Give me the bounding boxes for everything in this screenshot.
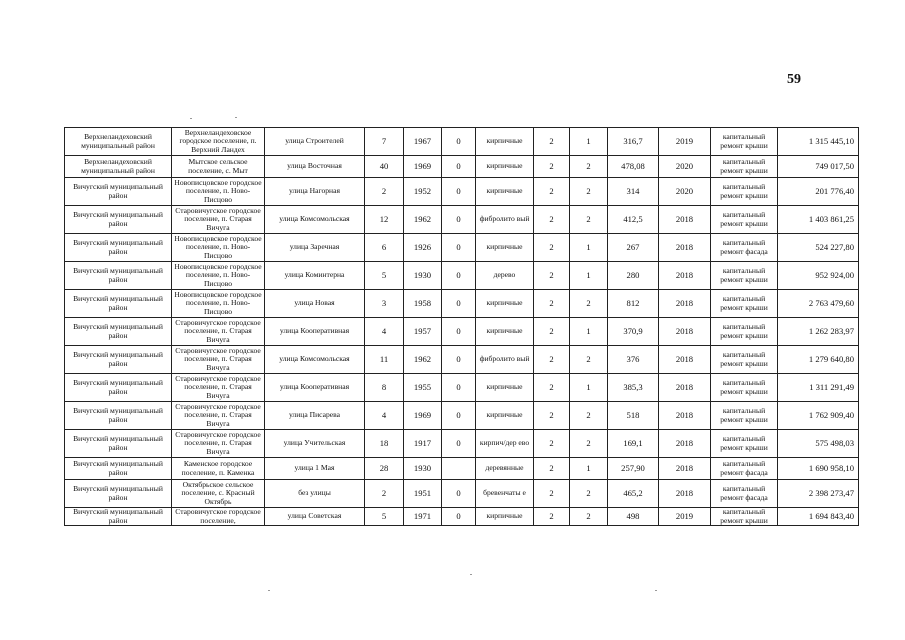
cell-settlement: Октябрьское сельское поселение, с. Красный Октябрь bbox=[172, 480, 265, 508]
cell-work: капитальный ремонт крыши bbox=[711, 402, 778, 430]
cell-area: 385,3 bbox=[608, 374, 659, 402]
cell-col6: 0 bbox=[442, 234, 476, 262]
cell-area: 370,9 bbox=[608, 318, 659, 346]
cell-area: 314 bbox=[608, 178, 659, 206]
cell-district: Вичугский муниципальный район bbox=[65, 508, 172, 526]
cell-district: Вичугский муниципальный район bbox=[65, 234, 172, 262]
cell-year: 1969 bbox=[404, 156, 442, 178]
cell-year: 1969 bbox=[404, 402, 442, 430]
cell-floors: 2 bbox=[534, 346, 570, 374]
cell-entrances: 2 bbox=[570, 156, 608, 178]
cell-year: 1957 bbox=[404, 318, 442, 346]
cell-house: 40 bbox=[365, 156, 404, 178]
cell-house: 4 bbox=[365, 402, 404, 430]
cell-work: капитальный ремонт фасада bbox=[711, 458, 778, 480]
cell-work: капитальный ремонт крыши bbox=[711, 206, 778, 234]
cell-year: 1971 bbox=[404, 508, 442, 526]
cell-area: 169,1 bbox=[608, 430, 659, 458]
cell-district: Верхнеландеховский муниципальный район bbox=[65, 156, 172, 178]
cell-house: 2 bbox=[365, 178, 404, 206]
cell-col6: 0 bbox=[442, 508, 476, 526]
cell-work: капитальный ремонт крыши bbox=[711, 128, 778, 156]
cell-material: фибролито вый bbox=[476, 206, 534, 234]
cell-plan-year: 2018 bbox=[659, 234, 711, 262]
cell-cost: 749 017,50 bbox=[778, 156, 859, 178]
cell-year: 1958 bbox=[404, 290, 442, 318]
cell-area: 280 bbox=[608, 262, 659, 290]
cell-entrances: 1 bbox=[570, 318, 608, 346]
cell-work: капитальный ремонт фасада bbox=[711, 234, 778, 262]
cell-floors: 2 bbox=[534, 508, 570, 526]
table-row bbox=[65, 318, 859, 346]
cell-area: 412,5 bbox=[608, 206, 659, 234]
cell-area: 465,2 bbox=[608, 480, 659, 508]
cell-house: 8 bbox=[365, 374, 404, 402]
cell-house: 2 bbox=[365, 480, 404, 508]
cell-street: улица Новая bbox=[265, 290, 365, 318]
cell-work: капитальный ремонт крыши bbox=[711, 430, 778, 458]
cell-entrances: 2 bbox=[570, 430, 608, 458]
cell-plan-year: 2018 bbox=[659, 458, 711, 480]
cell-street: улица Восточная bbox=[265, 156, 365, 178]
cell-col6: 0 bbox=[442, 402, 476, 430]
cell-house: 4 bbox=[365, 318, 404, 346]
cell-year: 1930 bbox=[404, 458, 442, 480]
cell-cost: 1 403 861,25 bbox=[778, 206, 859, 234]
cell-year: 1951 bbox=[404, 480, 442, 508]
table-row bbox=[65, 508, 859, 526]
cell-settlement: Старовичугское городское поселение, п. Старая Вичуга bbox=[172, 430, 265, 458]
cell-cost: 952 924,00 bbox=[778, 262, 859, 290]
cell-year: 1930 bbox=[404, 262, 442, 290]
cell-plan-year: 2018 bbox=[659, 480, 711, 508]
cell-plan-year: 2018 bbox=[659, 402, 711, 430]
cell-settlement: Старовичугское городское поселение, bbox=[172, 508, 265, 526]
cell-district: Вичугский муниципальный район bbox=[65, 402, 172, 430]
cell-house: 11 bbox=[365, 346, 404, 374]
table-row bbox=[65, 178, 859, 206]
cell-material: фибролито вый bbox=[476, 346, 534, 374]
cell-house: 18 bbox=[365, 430, 404, 458]
cell-material: кирпичные bbox=[476, 402, 534, 430]
cell-floors: 2 bbox=[534, 402, 570, 430]
cell-col6: 0 bbox=[442, 156, 476, 178]
cell-settlement: Новописцовское городское поселение, п. Ново-Писцово bbox=[172, 178, 265, 206]
cell-col6: 0 bbox=[442, 430, 476, 458]
cell-work: капитальный ремонт крыши bbox=[711, 262, 778, 290]
cell-floors: 2 bbox=[534, 156, 570, 178]
cell-district: Верхнеландеховский муниципальный район bbox=[65, 128, 172, 156]
cell-col6: 0 bbox=[442, 290, 476, 318]
cell-house: 5 bbox=[365, 508, 404, 526]
cell-material: кирпичные bbox=[476, 128, 534, 156]
cell-settlement: Старовичугское городское поселение, п. Старая Вичуга bbox=[172, 318, 265, 346]
cell-area: 316,7 bbox=[608, 128, 659, 156]
cell-street: улица Строителей bbox=[265, 128, 365, 156]
cell-house: 7 bbox=[365, 128, 404, 156]
cell-plan-year: 2018 bbox=[659, 290, 711, 318]
cell-material: бревенчаты е bbox=[476, 480, 534, 508]
cell-street: улица Кооперативная bbox=[265, 318, 365, 346]
cell-floors: 2 bbox=[534, 430, 570, 458]
cell-floors: 2 bbox=[534, 234, 570, 262]
cell-floors: 2 bbox=[534, 262, 570, 290]
cell-entrances: 2 bbox=[570, 402, 608, 430]
cell-material: кирпичные bbox=[476, 178, 534, 206]
cell-cost: 524 227,80 bbox=[778, 234, 859, 262]
cell-plan-year: 2020 bbox=[659, 178, 711, 206]
cell-entrances: 2 bbox=[570, 346, 608, 374]
cell-work: капитальный ремонт крыши bbox=[711, 156, 778, 178]
table-row bbox=[65, 206, 859, 234]
cell-settlement: Каменское городское поселение, п. Каменка bbox=[172, 458, 265, 480]
cell-floors: 2 bbox=[534, 318, 570, 346]
cell-settlement: Старовичугское городское поселение, п. Старая Вичуга bbox=[172, 374, 265, 402]
scan-speck bbox=[190, 118, 192, 119]
table-row bbox=[65, 374, 859, 402]
cell-work: капитальный ремонт крыши bbox=[711, 508, 778, 526]
cell-year: 1967 bbox=[404, 128, 442, 156]
cell-district: Вичугский муниципальный район bbox=[65, 430, 172, 458]
cell-material: дерево bbox=[476, 262, 534, 290]
cell-col6 bbox=[442, 458, 476, 480]
cell-cost: 1 262 283,97 bbox=[778, 318, 859, 346]
cell-area: 267 bbox=[608, 234, 659, 262]
cell-work: капитальный ремонт крыши bbox=[711, 318, 778, 346]
cell-col6: 0 bbox=[442, 128, 476, 156]
cell-district: Вичугский муниципальный район bbox=[65, 318, 172, 346]
cell-entrances: 1 bbox=[570, 374, 608, 402]
table-row bbox=[65, 458, 859, 480]
cell-material: деревянные bbox=[476, 458, 534, 480]
cell-year: 1926 bbox=[404, 234, 442, 262]
cell-street: улица Писарева bbox=[265, 402, 365, 430]
cell-col6: 0 bbox=[442, 262, 476, 290]
cell-col6: 0 bbox=[442, 480, 476, 508]
cell-street: улица Комсомольская bbox=[265, 206, 365, 234]
cell-floors: 2 bbox=[534, 128, 570, 156]
cell-material: кирпичные bbox=[476, 374, 534, 402]
housing-repair-table bbox=[64, 127, 859, 526]
cell-plan-year: 2020 bbox=[659, 156, 711, 178]
cell-cost: 1 311 291,49 bbox=[778, 374, 859, 402]
cell-material: кирпичные bbox=[476, 234, 534, 262]
table-row bbox=[65, 290, 859, 318]
cell-col6: 0 bbox=[442, 318, 476, 346]
cell-year: 1955 bbox=[404, 374, 442, 402]
cell-work: капитальный ремонт фасада bbox=[711, 480, 778, 508]
cell-street: улица Комсомольская bbox=[265, 346, 365, 374]
cell-year: 1917 bbox=[404, 430, 442, 458]
cell-district: Вичугский муниципальный район bbox=[65, 178, 172, 206]
cell-cost: 2 398 273,47 bbox=[778, 480, 859, 508]
cell-house: 3 bbox=[365, 290, 404, 318]
cell-cost: 1 279 640,80 bbox=[778, 346, 859, 374]
page-number: 59 bbox=[787, 72, 801, 87]
cell-area: 812 bbox=[608, 290, 659, 318]
table-row bbox=[65, 262, 859, 290]
cell-floors: 2 bbox=[534, 206, 570, 234]
cell-entrances: 2 bbox=[570, 508, 608, 526]
cell-settlement: Старовичугское городское поселение, п. Старая Вичуга bbox=[172, 206, 265, 234]
cell-plan-year: 2019 bbox=[659, 128, 711, 156]
cell-cost: 1 315 445,10 bbox=[778, 128, 859, 156]
cell-plan-year: 2018 bbox=[659, 318, 711, 346]
cell-floors: 2 bbox=[534, 178, 570, 206]
cell-settlement: Мытское сельское поселение, с. Мыт bbox=[172, 156, 265, 178]
cell-work: капитальный ремонт крыши bbox=[711, 290, 778, 318]
cell-district: Вичугский муниципальный район bbox=[65, 206, 172, 234]
cell-settlement: Новописцовское городское поселение, п. Ново-Писцово bbox=[172, 262, 265, 290]
table-row bbox=[65, 234, 859, 262]
table-row bbox=[65, 402, 859, 430]
cell-cost: 575 498,03 bbox=[778, 430, 859, 458]
table-row bbox=[65, 156, 859, 178]
cell-work: капитальный ремонт крыши bbox=[711, 346, 778, 374]
cell-street: улица Коминтерна bbox=[265, 262, 365, 290]
cell-cost: 201 776,40 bbox=[778, 178, 859, 206]
cell-district: Вичугский муниципальный район bbox=[65, 262, 172, 290]
cell-street: улица Кооперативная bbox=[265, 374, 365, 402]
cell-material: кирпичные bbox=[476, 318, 534, 346]
cell-entrances: 1 bbox=[570, 458, 608, 480]
cell-floors: 2 bbox=[534, 458, 570, 480]
cell-settlement: Старовичугское городское поселение, п. Старая Вичуга bbox=[172, 402, 265, 430]
cell-col6: 0 bbox=[442, 374, 476, 402]
cell-plan-year: 2018 bbox=[659, 430, 711, 458]
cell-area: 498 bbox=[608, 508, 659, 526]
cell-district: Вичугский муниципальный район bbox=[65, 458, 172, 480]
cell-settlement: Новописцовское городское поселение, п. Ново-Писцово bbox=[172, 290, 265, 318]
cell-floors: 2 bbox=[534, 480, 570, 508]
cell-settlement: Верхнеландеховское городское поселение, п. Верхний Ландех bbox=[172, 128, 265, 156]
table-row bbox=[65, 480, 859, 508]
cell-street: улица Советская bbox=[265, 508, 365, 526]
cell-cost: 1 762 909,40 bbox=[778, 402, 859, 430]
cell-district: Вичугский муниципальный район bbox=[65, 480, 172, 508]
cell-entrances: 1 bbox=[570, 234, 608, 262]
cell-street: улица Учительская bbox=[265, 430, 365, 458]
cell-entrances: 2 bbox=[570, 290, 608, 318]
cell-area: 478,08 bbox=[608, 156, 659, 178]
cell-year: 1962 bbox=[404, 206, 442, 234]
cell-material: кирпичные bbox=[476, 290, 534, 318]
cell-settlement: Старовичугское городское поселение, п. Старая Вичуга bbox=[172, 346, 265, 374]
cell-entrances: 2 bbox=[570, 178, 608, 206]
cell-street: без улицы bbox=[265, 480, 365, 508]
cell-street: улица Заречная bbox=[265, 234, 365, 262]
cell-floors: 2 bbox=[534, 290, 570, 318]
table-row bbox=[65, 128, 859, 156]
cell-district: Вичугский муниципальный район bbox=[65, 374, 172, 402]
cell-material: кирпич/дер ево bbox=[476, 430, 534, 458]
cell-district: Вичугский муниципальный район bbox=[65, 290, 172, 318]
cell-entrances: 2 bbox=[570, 480, 608, 508]
cell-district: Вичугский муниципальный район bbox=[65, 346, 172, 374]
scan-speck bbox=[235, 117, 237, 118]
cell-work: капитальный ремонт крыши bbox=[711, 178, 778, 206]
cell-col6: 0 bbox=[442, 346, 476, 374]
cell-area: 376 bbox=[608, 346, 659, 374]
cell-entrances: 1 bbox=[570, 262, 608, 290]
cell-house: 12 bbox=[365, 206, 404, 234]
cell-plan-year: 2018 bbox=[659, 346, 711, 374]
cell-house: 6 bbox=[365, 234, 404, 262]
cell-settlement: Новописцовское городское поселение, п. Ново-Писцово bbox=[172, 234, 265, 262]
cell-cost: 1 694 843,40 bbox=[778, 508, 859, 526]
cell-entrances: 1 bbox=[570, 128, 608, 156]
cell-floors: 2 bbox=[534, 374, 570, 402]
cell-street: улица 1 Мая bbox=[265, 458, 365, 480]
cell-col6: 0 bbox=[442, 206, 476, 234]
cell-entrances: 2 bbox=[570, 206, 608, 234]
cell-work: капитальный ремонт крыши bbox=[711, 374, 778, 402]
cell-plan-year: 2019 bbox=[659, 508, 711, 526]
scan-speck bbox=[470, 574, 472, 575]
cell-street: улица Нагорная bbox=[265, 178, 365, 206]
cell-plan-year: 2018 bbox=[659, 374, 711, 402]
cell-area: 257,90 bbox=[608, 458, 659, 480]
table-row bbox=[65, 346, 859, 374]
table-row bbox=[65, 430, 859, 458]
cell-house: 28 bbox=[365, 458, 404, 480]
cell-col6: 0 bbox=[442, 178, 476, 206]
cell-cost: 1 690 958,10 bbox=[778, 458, 859, 480]
cell-material: кирпичные bbox=[476, 508, 534, 526]
scan-speck bbox=[268, 590, 270, 591]
cell-cost: 2 763 479,60 bbox=[778, 290, 859, 318]
cell-material: кирпичные bbox=[476, 156, 534, 178]
cell-year: 1962 bbox=[404, 346, 442, 374]
scan-speck bbox=[655, 590, 657, 591]
cell-plan-year: 2018 bbox=[659, 262, 711, 290]
cell-house: 5 bbox=[365, 262, 404, 290]
cell-plan-year: 2018 bbox=[659, 206, 711, 234]
cell-year: 1952 bbox=[404, 178, 442, 206]
cell-area: 518 bbox=[608, 402, 659, 430]
